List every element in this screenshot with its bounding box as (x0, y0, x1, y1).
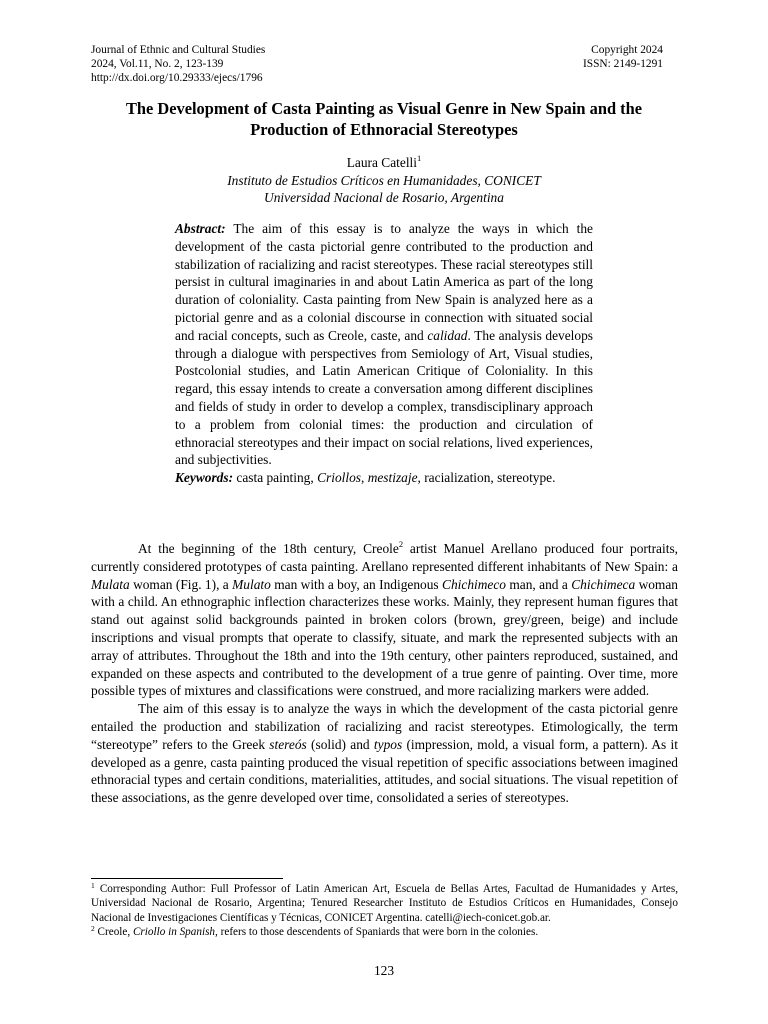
title-line-2: Production of Ethnoracial Stereotypes (250, 120, 518, 139)
footnote-2 (91, 925, 678, 939)
article-title (70, 98, 698, 140)
copyright: Copyright 2024 (591, 44, 663, 56)
header-left (91, 43, 265, 86)
kw-part-b: , (360, 470, 368, 486)
author-block (70, 154, 698, 207)
footnote-ref-2[interactable]: 2 (398, 539, 404, 549)
footnote-1-number: 1 (91, 881, 95, 890)
abstract (175, 220, 593, 487)
kw-part-a: casta painting, (233, 470, 318, 486)
page-number: 123 (373, 963, 395, 978)
issn: ISSN: 2149-1291 (582, 58, 663, 71)
p2-b: (solid) and (306, 736, 374, 752)
p1-d: man with a boy, an Indigenous (270, 576, 443, 592)
footnote-2-italic: Criollo in Spanish, (132, 926, 218, 939)
p2-a: The aim of this essay is to analyze the ways in which the development of the casta pictorial genre entailed the production and stabilization of racializing and racist stereotypes. Etimologically, the term “stereotype” refers to the Greek (91, 701, 678, 752)
footnotes (91, 882, 678, 940)
kw-italic-2: mestizaje (367, 470, 418, 486)
author-footnote-ref[interactable]: 1 (417, 153, 422, 163)
header-right (583, 43, 663, 71)
p1-e: man, and a (506, 576, 572, 592)
footnote-divider (91, 878, 283, 879)
abstract-part-a: The aim of this essay is to analyze the ways in which the development of the casta pictorial genre contributed to the production and stabilization of racializing and racist stereotypes. These racial stereotypes still persist in cultural imaginaries in and about Latin America as part of the long duration of coloniality. Casta painting from New Spain is analyzed here as a pictorial genre and as a colonial discourse in connection with situated social and racial concepts, such as Creole, caste, and (175, 221, 593, 343)
body-text (91, 540, 678, 807)
paragraph-2 (91, 700, 678, 807)
p1-i4: Chichimeca (571, 576, 636, 592)
p1-i2: Mulato (232, 576, 271, 592)
abstract-part-b: . The analysis develops through a dialogue with perspectives from Semiology of Art, Visual studies, Postcolonial studies, and Latin American Critique of Coloniality. In this regard, this essay intends to create a conversation among different disciplines and fields of study in order to develop a complex, transdisciplinary approach to a problem from colonial times: the production and circulation of ethnoracial stereotypes and their impact on social relations, lived experiences, and subjectivities. (175, 327, 593, 468)
footnote-2-a: Creole, (94, 926, 133, 939)
author-name: Laura Catelli (346, 155, 418, 170)
footnote-2-number: 2 (91, 924, 95, 934)
journal-name: Journal of Ethnic and Cultural Studies (91, 44, 266, 56)
volume-info: 2024, Vol.11, No. 2, 123-139 (91, 58, 224, 71)
p2-i1: stereós (269, 736, 307, 752)
kw-italic-1: Criollos (317, 470, 361, 486)
p1-i1: Mulata (91, 576, 130, 592)
author-line (70, 154, 698, 172)
p1-i3: Chichimeco (442, 576, 506, 592)
footnote-2-b: refers to those descendents of Spaniards that were born in the colonies. (217, 926, 539, 939)
abstract-label: Abstract: (175, 221, 226, 236)
abstract-italic: calidad (427, 327, 468, 343)
p1-b: artist Manuel Arellano produced four portraits, currently considered prototypes of casta painting. Arellano represented different inhabitants of New Spain: a (91, 541, 678, 574)
kw-part-c: , racialization, stereotype. (417, 470, 556, 486)
footnote-1-text: Corresponding Author: Full Professor of Latin American Art, Escuela de Bellas Artes, Facultad de Humanidades y Artes, Universidad Nacional de Rosario, Argentina; Tenured Researcher Instituto de Estudios Críticos en Humanidades, Consejo Nacional de Investigaciones Científicas y Técnicas, CONICET Argentina. catelli@iech-conicet.gob.ar. (91, 883, 678, 924)
p2-i2: typos (373, 736, 403, 752)
keywords (175, 469, 593, 487)
p2-c: (impression, mold, a visual form, a pattern). As it developed as a genre, casta painting produced the visual repetition of specific associations between imagined ethnoracial types and certain conditions, materialities, attitudes, and social situations. The visual repetition of these associations, as the genre developed over time, consolidated a series of stereotypes. (91, 736, 678, 806)
affiliation-1: Instituto de Estudios Críticos en Humanidades, CONICET (227, 172, 541, 188)
title-line-1: The Development of Casta Painting as Visual Genre in New Spain and the (125, 99, 643, 118)
keywords-label: Keywords: (175, 470, 234, 486)
p1-a: At the beginning of the 18th century, Creole (138, 541, 399, 556)
p1-c: woman (Fig. 1), a (129, 576, 233, 592)
abstract-text (175, 220, 593, 469)
doi-link[interactable]: http://dx.doi.org/10.29333/ejecs/1796 (91, 72, 263, 85)
affiliation-2: Universidad Nacional de Rosario, Argentina (264, 190, 504, 206)
p1-f: woman with a child. An ethnographic inflection characterizes these works. Mainly, they represent human figures that stand out against solid backgrounds painted in broken colors (brown, grey/green, beige) and include inscriptions and visual prompts that operate to classify, situate, and mark the represented subjects with an array of attributes. Throughout the 18th and into the 19th century, other painters reproduced, sustained, and expanded on these aspects and contributed to the development of a true genre of painting. Over time, more possible types of mixtures and classifications were construed, and more racializing markers were added. (91, 576, 678, 699)
paragraph-1 (91, 540, 678, 700)
footnote-1 (91, 882, 678, 925)
